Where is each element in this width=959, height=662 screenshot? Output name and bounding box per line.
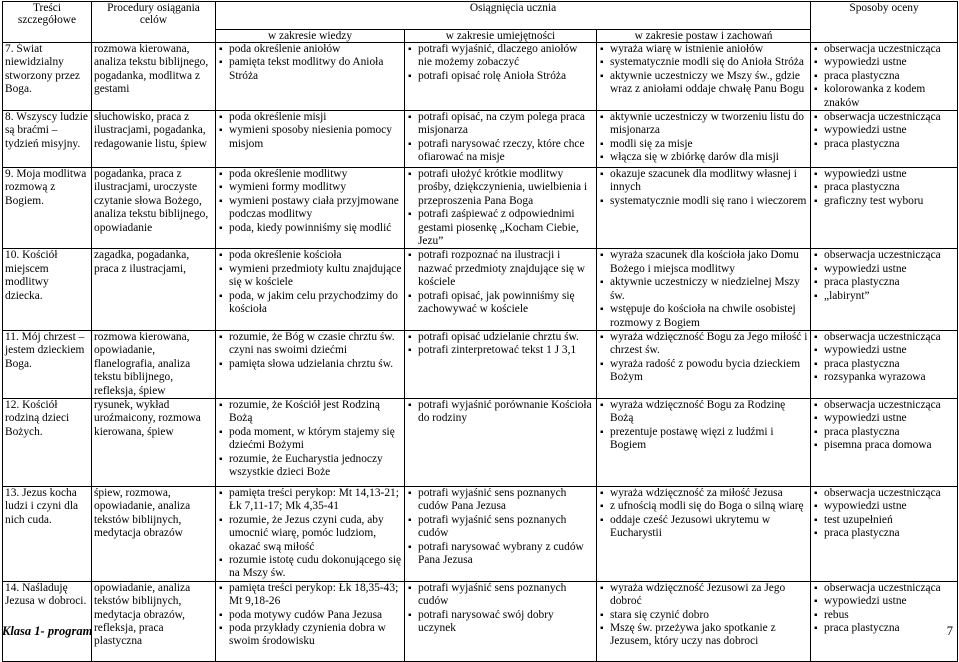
table-row <box>3 486 958 581</box>
list-item: ▪ poda motywy cudów Pana Jezusa <box>218 609 402 622</box>
list-item: ▪ praca plastyczna <box>813 276 955 289</box>
list-item: ▪ obserwacja uczestnicząca <box>813 582 955 595</box>
list-item: ▪ systematycznie modli się rano i wieczorem <box>599 195 808 208</box>
assessment-cell <box>811 486 958 581</box>
procedures-cell: rozmowa kierowana, analiza tekstu biblijnego, pogadanka, modlitwa z gestami <box>92 43 216 111</box>
list-item: ▪ okazuje szacunek dla modlitwy własnej i innych <box>599 168 808 195</box>
list-item: ▪ potrafi narysować rzeczy, które chce ofiarować na misje <box>407 138 594 165</box>
list-item: ▪ obserwacja uczestnicząca <box>813 331 955 344</box>
table-row <box>3 398 958 486</box>
list-item: ▪ praca plastyczna <box>813 527 955 540</box>
list-item: ▪ potrafi rozpoznać na ilustracji i nazwać przedmioty znajdujące się w kościele <box>407 249 594 289</box>
topic-cell: 8. Wszyscy ludzie są braćmi – tydzień misyjny. <box>3 111 92 168</box>
skills-cell <box>405 330 597 398</box>
list-item: ▪ rozumie, że Kościół jest Rodziną Bożą <box>218 399 402 426</box>
list-item: ▪ graficzny test wyboru <box>813 195 955 208</box>
skills-cell <box>405 581 597 661</box>
list-item: ▪ wstępuje do kościoła na chwile osobistej rozmowy z Bogiem <box>599 303 808 330</box>
procedures-cell: rysunek, wykład uroźmaicony, rozmowa kierowana, śpiew <box>92 398 216 486</box>
procedures-cell: pogadanka, praca z ilustracjami, uroczyste czytanie słowa Bożego, analiza tekstu biblijnego, opowiadanie <box>92 168 216 249</box>
attitudes-cell <box>597 111 811 168</box>
table-row <box>3 249 958 330</box>
list-item: ▪ praca plastyczna <box>813 181 955 194</box>
procedures-cell: rozmowa kierowana, opowiadanie, flanelografia, analiza tekstu biblijnego, refleksja, śpiew <box>92 330 216 398</box>
list-item: ▪ potrafi opisać udzielanie chrztu św. <box>407 331 594 344</box>
topic-cell: 12. Kościół rodziną dzieci Bożych. <box>3 398 92 486</box>
topic-cell: 7. Świat niewidzialny stworzony przez Boga. <box>3 43 92 111</box>
list-item: ▪ potrafi narysować wybrany z cudów Pana Jezusa <box>407 541 594 568</box>
knowledge-cell <box>216 249 405 330</box>
list-item: ▪ praca plastyczna <box>813 138 955 151</box>
attitudes-cell <box>597 249 811 330</box>
knowledge-cell <box>216 111 405 168</box>
procedures-cell: zagadka, pogadanka, praca z ilustracjami, <box>92 249 216 330</box>
attitudes-cell <box>597 398 811 486</box>
list-item: ▪ obserwacja uczestnicząca <box>813 399 955 412</box>
list-item: ▪ pamięta słowa udzielania chrztu św. <box>218 358 402 371</box>
list-item: ▪ wyraża wdzięczność Bogu za Rodzinę Bożą <box>599 399 808 426</box>
list-item: ▪ wyraża wdzięczność Bogu za Jego miłość i chrzest św. <box>599 331 808 358</box>
list-item: ▪ poda określenie aniołów <box>218 43 402 56</box>
table-row <box>3 168 958 249</box>
list-item: ▪ rebus <box>813 609 955 622</box>
list-item: ▪ potrafi wyjaśnić sens poznanych cudów <box>407 582 594 609</box>
skills-cell <box>405 111 597 168</box>
list-item: ▪ rozumie, że Jezus czyni cuda, aby umocnić wiarę, pomóc ludziom, okazać swą miłość <box>218 514 402 554</box>
table-body <box>3 43 958 662</box>
skills-cell <box>405 168 597 249</box>
list-item: ▪ wymieni postawy ciała przyjmowane podczas modlitwy <box>218 195 402 222</box>
list-item: ▪ poda, kiedy powinniśmy się modlić <box>218 222 402 235</box>
attitudes-cell <box>597 168 811 249</box>
list-item: ▪ wyraża radość z powodu bycia dzieckiem Bożym <box>599 358 808 385</box>
assessment-cell <box>811 111 958 168</box>
topic-cell: 10. Kościół miejscem modlitwy dziecka. <box>3 249 92 330</box>
list-item: ▪ wypowiedzi ustne <box>813 56 955 69</box>
assessment-cell <box>811 330 958 398</box>
attitudes-cell <box>597 330 811 398</box>
knowledge-cell <box>216 581 405 661</box>
table-row <box>3 330 958 398</box>
list-item: ▪ poda przykłady czynienia dobra w swoim środowisku <box>218 622 402 649</box>
list-item: ▪ wypowiedzi ustne <box>813 263 955 276</box>
list-item: ▪ potrafi zaśpiewać z odpowiednimi gestami piosenkę „Kocham Ciebie, Jezu” <box>407 208 594 248</box>
topic-cell: 14. Naśladuję Jezusa w dobroci. <box>3 581 92 661</box>
table-row <box>3 111 958 168</box>
header-topic: Treści szczegółowe <box>3 2 92 43</box>
list-item: ▪ praca plastyczna <box>813 622 955 635</box>
list-item: ▪ potrafi wyjaśnić sens poznanych cudów <box>407 514 594 541</box>
list-item: ▪ test uzupełnień <box>813 514 955 527</box>
list-item: ▪ praca plastyczna <box>813 426 955 439</box>
list-item: ▪ wypowiedzi ustne <box>813 344 955 357</box>
page-number: 7 <box>946 624 953 638</box>
table-row <box>3 581 958 661</box>
list-item: ▪ poda określenie misji <box>218 111 402 124</box>
list-item: ▪ wymieni formy modlitwy <box>218 181 402 194</box>
knowledge-cell <box>216 486 405 581</box>
skills-cell <box>405 486 597 581</box>
skills-cell <box>405 398 597 486</box>
list-item: ▪ wypowiedzi ustne <box>813 412 955 425</box>
list-item: ▪ potrafi opisać, na czym polega praca misjonarza <box>407 111 594 138</box>
list-item: ▪ poda, w jakim celu przychodzimy do kościoła <box>218 290 402 317</box>
list-item: ▪ aktywnie uczestniczy w niedzielnej Mszy św. <box>599 276 808 303</box>
list-item: ▪ wypowiedzi ustne <box>813 500 955 513</box>
skills-cell <box>405 43 597 111</box>
list-item: ▪ modli się za misje <box>599 138 808 151</box>
list-item: ▪ obserwacja uczestnicząca <box>813 249 955 262</box>
knowledge-cell <box>216 168 405 249</box>
procedures-cell: śpiew, rozmowa, opowiadanie, analiza tekstów biblijnych, medytacja obrazów <box>92 486 216 581</box>
assessment-cell <box>811 43 958 111</box>
assessment-cell <box>811 168 958 249</box>
list-item: ▪ potrafi opisać rolę Anioła Stróża <box>407 70 594 83</box>
list-item: ▪ poda moment, w którym stajemy się dziećmi Bożymi <box>218 426 402 453</box>
assessment-cell <box>811 398 958 486</box>
list-item: ▪ potrafi opisać, jak powinniśmy się zachowywać w kościele <box>407 290 594 317</box>
list-item: ▪ systematycznie modli się do Anioła Stróża <box>599 56 808 69</box>
list-item: ▪ „labirynt” <box>813 290 955 303</box>
list-item: ▪ wymieni przedmioty kultu znajdujące się w kościele <box>218 263 402 290</box>
table-row <box>3 43 958 111</box>
footer-label: Klasa 1- program <box>2 624 93 638</box>
list-item: ▪ wypowiedzi ustne <box>813 124 955 137</box>
skills-cell <box>405 249 597 330</box>
list-item: ▪ włącza się w zbiórkę darów dla misji <box>599 151 808 164</box>
header-procedures: Procedury osiągania celów <box>92 2 216 43</box>
list-item: ▪ wypowiedzi ustne <box>813 595 955 608</box>
list-item: ▪ pisemna praca domowa <box>813 439 955 452</box>
knowledge-cell <box>216 43 405 111</box>
list-item: ▪ potrafi ułożyć krótkie modlitwy prośby, dziękczynienia, uwielbienia i przeproszenia Pana Boga <box>407 168 594 208</box>
list-item: ▪ obserwacja uczestnicząca <box>813 487 955 500</box>
list-item: ▪ aktywnie uczestniczy w tworzeniu listu do misjonarza <box>599 111 808 138</box>
list-item: ▪ wyraża wdzięczność za miłość Jezusa <box>599 487 808 500</box>
list-item: ▪ potrafi wyjaśnić sens poznanych cudów Pana Jezusa <box>407 487 594 514</box>
attitudes-cell <box>597 43 811 111</box>
attitudes-cell <box>597 581 811 661</box>
assessment-cell <box>811 581 958 661</box>
list-item: ▪ stara się czynić dobro <box>599 609 808 622</box>
header-achievements: Osiągnięcia ucznia <box>216 2 811 30</box>
list-item: ▪ pamięta treści perykop: Mt 14,13-21; Łk 7,11-17; Mk 4,35-41 <box>218 487 402 514</box>
list-item: ▪ rozumie, że Bóg w czasie chrztu św. czyni nas swoimi dziećmi <box>218 331 402 358</box>
list-item: ▪ aktywnie uczestniczy we Mszy św., gdzie wraz z aniołami oddaje chwałę Panu Bogu <box>599 70 808 97</box>
header-skills: w zakresie umiejętności <box>405 30 597 43</box>
topic-cell: 13. Jezus kocha ludzi i czyni dla nich cuda. <box>3 486 92 581</box>
list-item: ▪ potrafi wyjaśnić porównanie Kościoła do rodziny <box>407 399 594 426</box>
list-item: ▪ pamięta tekst modlitwy do Anioła Stróża <box>218 56 402 83</box>
list-item: ▪ obserwacja uczestnicząca <box>813 43 955 56</box>
list-item: ▪ wyraża szacunek dla kościoła jako Domu Bożego i miejsca modlitwy <box>599 249 808 276</box>
list-item: ▪ kolorowanka z kodem znaków <box>813 83 955 110</box>
list-item: ▪ pamięta treści perykop: Łk 18,35-43; Mt 9,18-26 <box>218 582 402 609</box>
topic-cell: 11. Mój chrzest – jestem dzieckiem Boga. <box>3 330 92 398</box>
knowledge-cell <box>216 330 405 398</box>
list-item: ▪ wymieni sposoby niesienia pomocy misjom <box>218 124 402 151</box>
list-item: ▪ prezentuje postawę więzi z ludźmi i Bogiem <box>599 426 808 453</box>
list-item: ▪ oddaje cześć Jezusowi ukrytemu w Eucharystii <box>599 514 808 541</box>
curriculum-table <box>2 1 958 662</box>
list-item: ▪ poda określenie kościoła <box>218 249 402 262</box>
attitudes-cell <box>597 486 811 581</box>
assessment-cell <box>811 249 958 330</box>
list-item: ▪ rozumie istotę cudu dokonującego się na Mszy św. <box>218 554 402 581</box>
list-item: ▪ poda określenie modlitwy <box>218 168 402 181</box>
list-item: ▪ potrafi narysować swój dobry uczynek <box>407 609 594 636</box>
header-assessment: Sposoby oceny <box>811 2 958 43</box>
list-item: ▪ wyraża wiarę w istnienie aniołów <box>599 43 808 56</box>
topic-cell: 9. Moja modlitwa rozmową z Bogiem. <box>3 168 92 249</box>
list-item: ▪ praca plastyczna <box>813 70 955 83</box>
header-attitudes: w zakresie postaw i zachowań <box>597 30 811 43</box>
list-item: ▪ z ufnością modli się do Boga o silną wiarę <box>599 500 808 513</box>
procedures-cell: opowiadanie, analiza tekstów biblijnych, medytacja obrazów, refleksja, praca plastyczna <box>92 581 216 661</box>
list-item: ▪ obserwacja uczestnicząca <box>813 111 955 124</box>
list-item: ▪ wyraża wdzięczność Jezusowi za Jego dobroć <box>599 582 808 609</box>
procedures-cell: słuchowisko, praca z ilustracjami, pogadanka, redagowanie listu, śpiew <box>92 111 216 168</box>
knowledge-cell <box>216 398 405 486</box>
list-item: ▪ rozsypanka wyrazowa <box>813 371 955 384</box>
list-item: ▪ potrafi wyjaśnić, dlaczego aniołów nie możemy zobaczyć <box>407 43 594 70</box>
list-item: ▪ potrafi zinterpretować tekst 1 J 3,1 <box>407 344 594 357</box>
header-knowledge: w zakresie wiedzy <box>216 30 405 43</box>
list-item: ▪ rozumie, że Eucharystia jednoczy wszystkie dzieci Boże <box>218 453 402 480</box>
list-item: ▪ wypowiedzi ustne <box>813 168 955 181</box>
list-item: ▪ Mszę św. przeżywa jako spotkanie z Jezusem, który uczy nas dobroci <box>599 622 808 649</box>
list-item: ▪ praca plastyczna <box>813 358 955 371</box>
